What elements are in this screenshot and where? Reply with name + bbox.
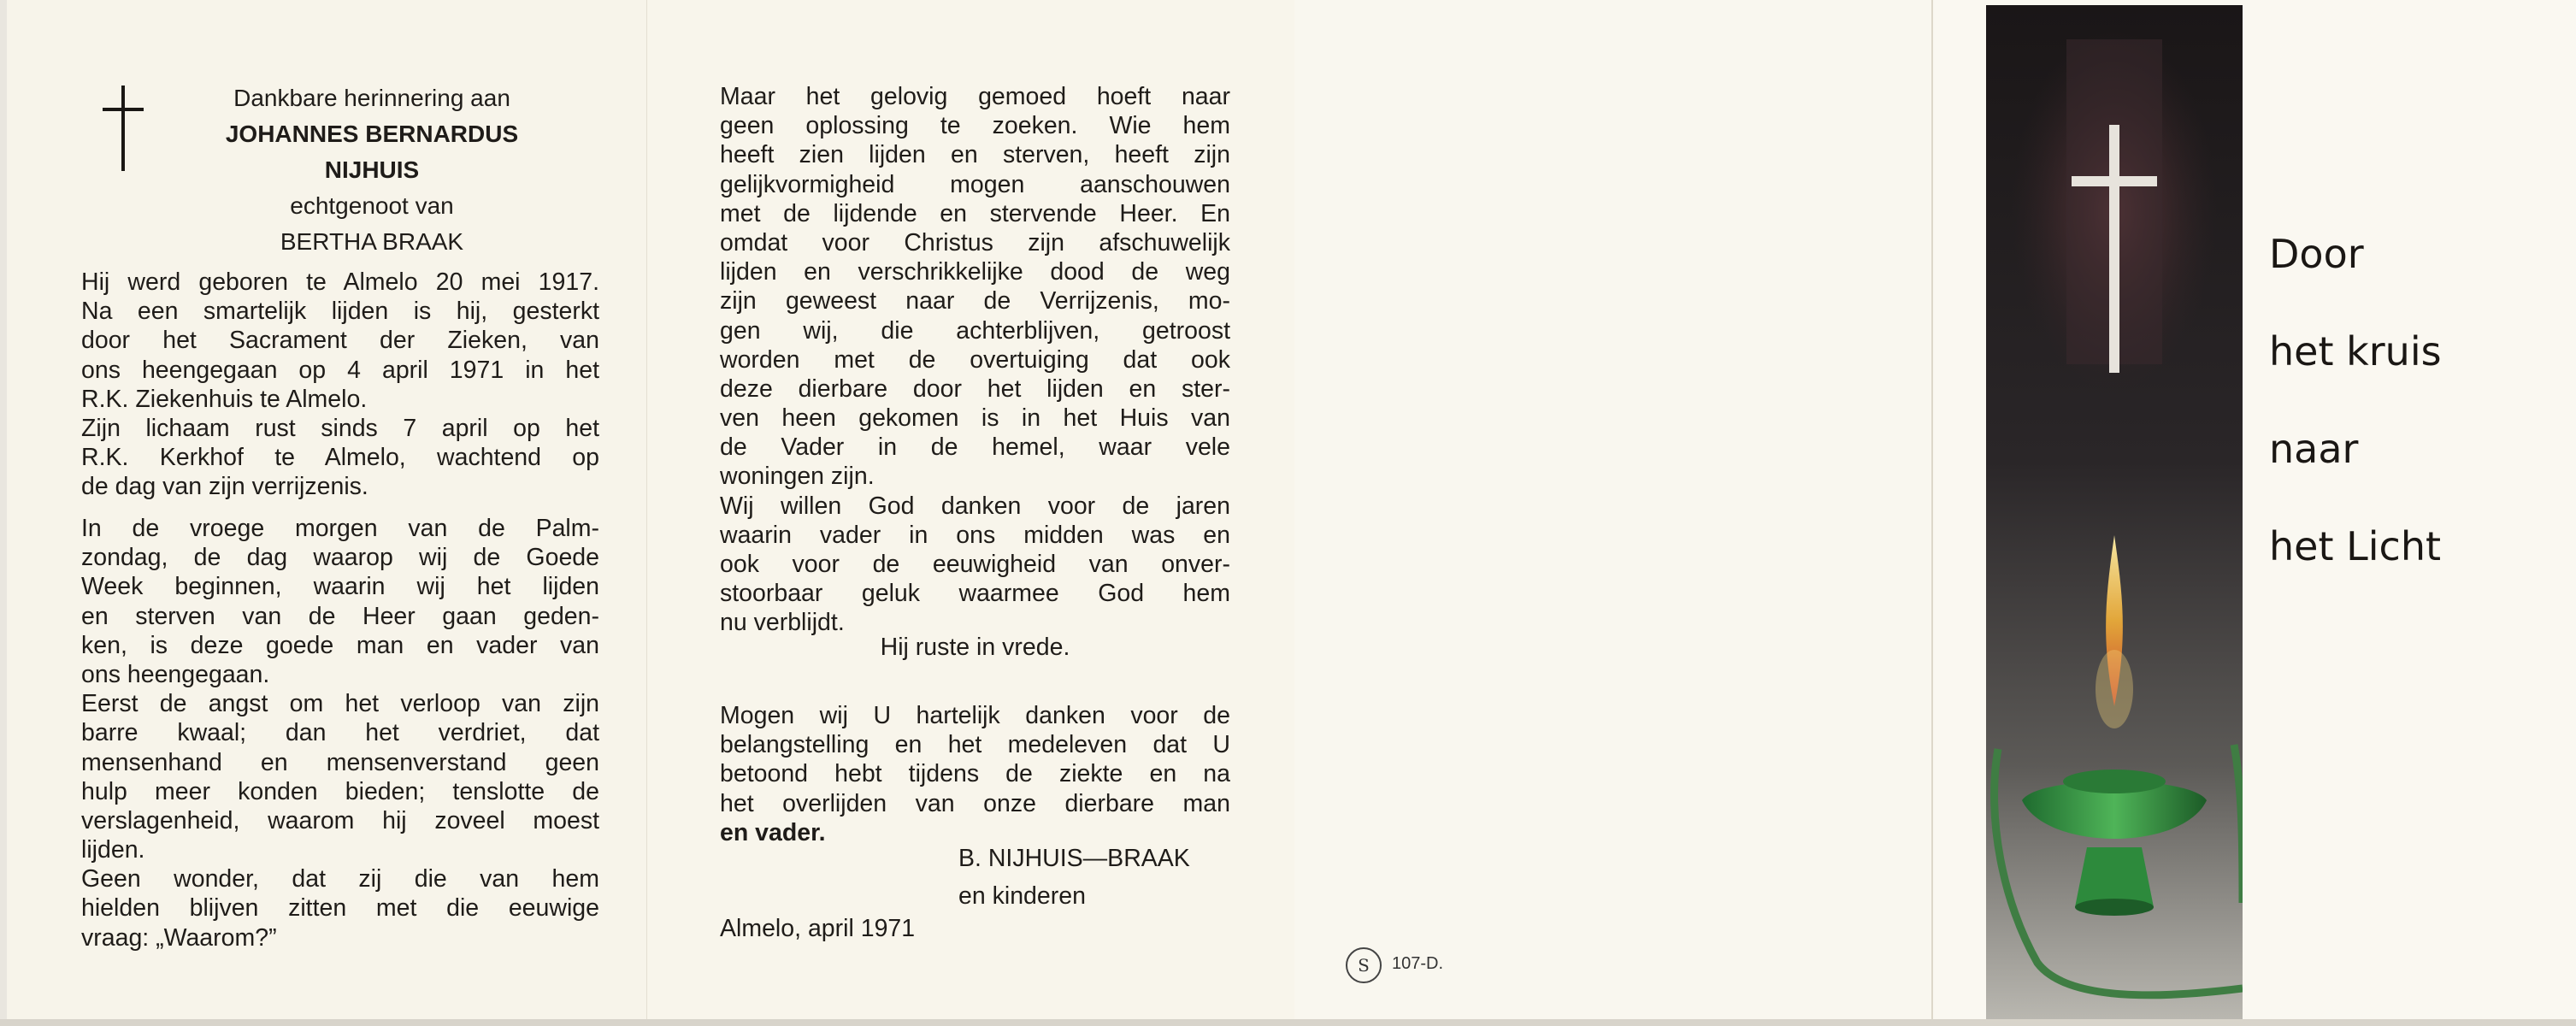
text-line: hielden blijven zitten met die eeuwige <box>81 894 599 923</box>
inner-blank-panel <box>1294 0 1931 1019</box>
text-line: en vader. <box>720 818 826 846</box>
text-line: zondag, de dag waarop wij de Goede <box>81 544 599 572</box>
text-line: het overlijden van onze dierbare man <box>720 789 1230 817</box>
text-line: Hij werd geboren te Almelo 20 mei 1917. <box>81 268 599 296</box>
text-line: ven heen gekomen is in het Huis van <box>720 404 1230 433</box>
deceased-name-line2: NIJHUIS <box>324 156 420 183</box>
text-line: deze dierbare door het lijden en ster- <box>720 374 1230 403</box>
cover-panel <box>1931 0 2576 1019</box>
publisher-logo-icon: S <box>1346 947 1382 983</box>
spouse-name: BERTHA BRAAK <box>280 228 464 255</box>
header-intro: Dankbare herinnering aan <box>233 85 510 111</box>
text-line: Na een smartelijk lijden is hij, gesterkt <box>81 298 599 326</box>
cross-horizontal <box>2072 176 2157 186</box>
text-line: barre kwaal; dan het verdriet, dat <box>81 719 599 747</box>
text-line: gen wij, die achterblijven, getroost <box>720 316 1230 345</box>
text-line: lijden. <box>81 836 145 864</box>
text-line: Maar het gelovig gemoed hoeft naar <box>720 83 1230 110</box>
text-line: stoorbaar geluk waarmee God hem <box>720 580 1230 608</box>
oil-lamp-base <box>2075 899 2154 916</box>
text-line: Zijn lichaam rust sinds 7 april op het <box>81 414 599 442</box>
text-line: nu verblijdt. <box>720 609 845 637</box>
text-line: R.K. Kerkhof te Almelo, wachtend op <box>81 444 599 472</box>
text-line: verslagenheid, waarom hij zoveel moest <box>81 806 599 834</box>
signature-family: en kinderen <box>958 882 1086 910</box>
text-line: Week beginnen, waarin wij het lijden <box>81 573 599 601</box>
text-line: worden met de overtuiging dat ook <box>720 345 1230 374</box>
text-line: ons heengegaan. <box>81 660 270 688</box>
scan-edge <box>0 1019 2576 1026</box>
flame-glow <box>2096 650 2133 728</box>
faith-paragraph <box>720 82 1230 638</box>
print-code: 107-D. <box>1392 954 1444 973</box>
text-line: belangstelling en het medeleven dat U <box>720 731 1230 759</box>
text-line: In de vroege morgen van de Palm- <box>81 515 599 542</box>
text-line: woningen zijn. <box>720 463 875 491</box>
text-line: Geen wonder, dat zij die van hem <box>81 865 599 893</box>
text-line: gelijkvormigheid mogen aanschouwen <box>720 170 1230 198</box>
text-line: Wij willen God danken voor de jaren <box>720 492 1230 520</box>
text-line: mensenhand en mensenverstand geen <box>81 748 599 776</box>
text-line: hulp meer konden bieden; tenslotte de <box>81 777 599 805</box>
deceased-name-line1: JOHANNES BERNARDUS <box>225 121 519 147</box>
text-line: de dag van zijn verrijzenis. <box>81 473 368 501</box>
signature-name: B. NIJHUIS—BRAAK <box>958 845 1190 872</box>
text-line: heeft zien lijden en sterven, heeft zijn <box>720 141 1230 169</box>
spouse-label: echtgenoot van <box>290 192 454 219</box>
text-line: met de lijdende en stervende Heer. En <box>720 199 1230 227</box>
oil-lamp-rim <box>2063 770 2166 793</box>
text-line: R.K. Ziekenhuis te Almelo. <box>81 385 368 413</box>
cross-vertical <box>2109 125 2119 373</box>
biography-paragraph <box>81 268 599 502</box>
text-line: de Vader in de hemel, waar vele <box>720 433 1230 462</box>
left-panel <box>7 0 646 1019</box>
text-line: geen oplossing te zoeken. Wie hem <box>720 112 1230 140</box>
text-line: lijden en verschrikkelijke dood de weg <box>720 258 1230 286</box>
text-line: ken, is deze goede man en vader van <box>81 631 599 659</box>
text-line: ons heengegaan op 4 april 1971 in het <box>81 356 599 384</box>
text-line: betoond hebt tijdens de ziekte en na <box>720 760 1230 788</box>
cover-poem-line4: het Licht <box>2269 523 2442 569</box>
memorial-paragraph <box>81 514 599 952</box>
text-line: Mogen wij U hartelijk danken voor de <box>720 702 1230 729</box>
cover-poem-line2: het kruis <box>2269 328 2442 374</box>
text-line: waarin vader in ons midden was en <box>720 521 1230 549</box>
text-line: vraag: „Waarom?” <box>81 923 277 952</box>
text-line: Eerst de angst om het verloop van zijn <box>81 690 599 718</box>
place-date: Almelo, april 1971 <box>720 915 916 942</box>
rest-in-peace: Hij ruste in vrede. <box>880 634 1070 661</box>
text-line: en sterven van de Heer gaan geden- <box>81 602 599 630</box>
text-line: omdat voor Christus zijn afschuwelijk <box>720 228 1230 256</box>
illustration-svg <box>1986 5 2243 1019</box>
cover-poem-line1: Door <box>2269 231 2364 277</box>
middle-panel <box>646 0 1295 1019</box>
thanks-paragraph <box>720 701 1230 847</box>
oil-lamp-stand <box>2075 847 2154 907</box>
cover-poem-line3: naar <box>2269 426 2359 472</box>
text-line: zijn geweest naar de Verrijzenis, mo- <box>720 287 1230 315</box>
text-line: ook voor de eeuwigheid van onver- <box>720 551 1230 578</box>
cross-and-lamp-illustration <box>1986 5 2243 1019</box>
text-line: door het Sacrament der Zieken, van <box>81 327 599 355</box>
cross-icon <box>103 86 144 171</box>
